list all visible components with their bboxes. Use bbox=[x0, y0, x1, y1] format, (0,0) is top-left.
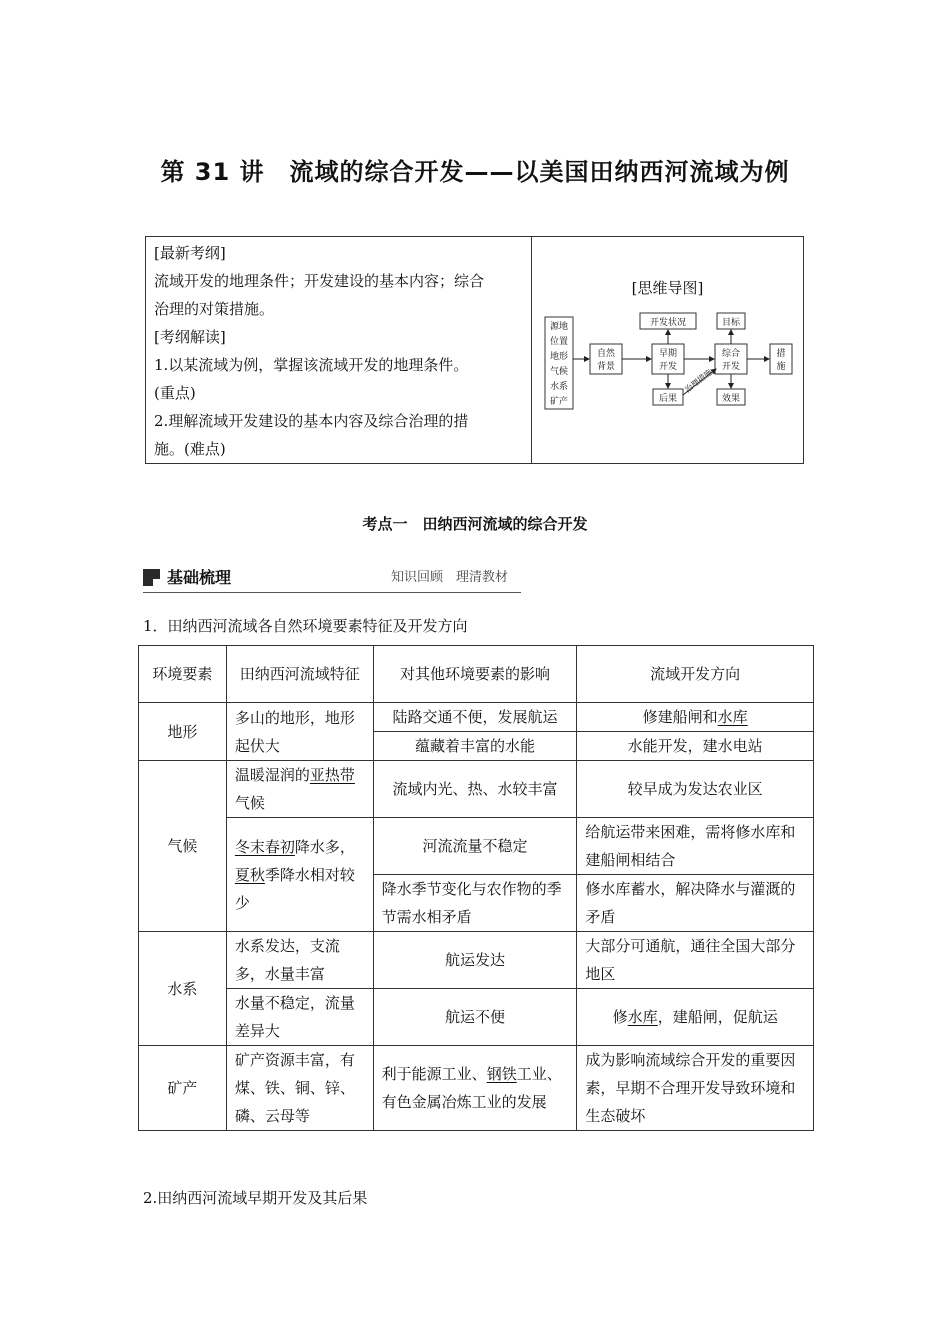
early-dev-label: 早期 bbox=[658, 349, 678, 359]
consequence-label: 后果 bbox=[658, 394, 678, 404]
element-cell: 地形 bbox=[139, 703, 227, 761]
table-row bbox=[139, 703, 814, 732]
direction-text: 修建船闸和 bbox=[642, 708, 718, 726]
keyword-underlined: 夏秋 bbox=[234, 865, 265, 884]
direction-cell: 给航运带来困难，需将修水库和建船闸相结合 bbox=[577, 818, 814, 875]
syllabus-heading: [最新考纲] bbox=[154, 244, 226, 262]
feature-cell: 水系发达，支流多，水量丰富 bbox=[226, 932, 373, 989]
impact-cell: 航运发达 bbox=[373, 932, 577, 989]
impact-cell: 蕴藏着丰富的水能 bbox=[373, 732, 577, 761]
direction-cell: 修水库蓄水，解决降水与灌溉的矛盾 bbox=[577, 875, 814, 932]
measures-label: 措 bbox=[776, 349, 786, 359]
natural-bg-label: 自然 bbox=[596, 349, 616, 359]
comp-dev-label: 开发 bbox=[721, 362, 741, 372]
direction-cell bbox=[577, 703, 814, 732]
feature-text: 季降水相对较少 bbox=[234, 865, 355, 912]
direction-text: ，建船闸，促航运 bbox=[657, 1008, 778, 1026]
impact-text: 利于能源工业、 bbox=[381, 1065, 487, 1083]
factor-label: 气候 bbox=[549, 367, 569, 377]
mindmap-panel bbox=[532, 237, 803, 463]
banner-square-icon bbox=[143, 569, 160, 586]
interpretation-line: (重点) bbox=[154, 384, 196, 402]
factor-label: 位置 bbox=[549, 337, 569, 347]
syllabus-line: 流域开发的地理条件；开发建设的基本内容；综合 bbox=[154, 272, 485, 290]
factor-label: 源地 bbox=[549, 322, 569, 332]
banner-divider bbox=[143, 592, 521, 593]
measures-label: 施 bbox=[776, 362, 786, 372]
syllabus-line: 治理的对策措施。 bbox=[154, 300, 275, 318]
goal-label: 目标 bbox=[721, 318, 741, 328]
table-row bbox=[139, 989, 814, 1046]
banner-title: 基础梳理 bbox=[167, 568, 232, 587]
feature-cell bbox=[226, 761, 373, 818]
feature-text: 温暖湿润的 bbox=[234, 766, 310, 784]
table-header-row bbox=[139, 646, 814, 703]
intro-box bbox=[145, 236, 804, 464]
mindmap-diagram bbox=[532, 237, 803, 463]
environment-table bbox=[138, 645, 814, 1131]
page-title: 第 31 讲 流域的综合开发——以美国田纳西河流域为例 bbox=[160, 158, 790, 186]
keyword-underlined: 冬末春初 bbox=[234, 837, 295, 856]
feature-cell bbox=[226, 818, 373, 932]
impact-cell: 陆路交通不便，发展航运 bbox=[373, 703, 577, 732]
impact-text: 工业、有色金属冶炼工业的发展 bbox=[381, 1065, 562, 1111]
keyword-underlined: 水库 bbox=[717, 708, 748, 726]
direction-text: 修 bbox=[612, 1008, 628, 1026]
direction-cell: 较早成为发达农业区 bbox=[577, 761, 814, 818]
direction-cell: 大部分可通航，通往全国大部分地区 bbox=[577, 932, 814, 989]
feature-text: 气候 bbox=[234, 794, 265, 812]
comp-dev-label: 综合 bbox=[721, 349, 741, 359]
factor-label: 水系 bbox=[549, 382, 569, 392]
element-cell: 矿产 bbox=[139, 1046, 227, 1131]
table-header: 对其他环境要素的影响 bbox=[373, 646, 577, 703]
impact-cell: 流域内光、热、水较丰富 bbox=[373, 761, 577, 818]
syllabus-panel bbox=[146, 237, 532, 463]
subsection-heading: 1．田纳西河流域各自然环境要素特征及开发方向 bbox=[143, 617, 468, 635]
natural-bg-label: 背景 bbox=[596, 362, 616, 372]
dev-status-label: 开发状况 bbox=[649, 318, 687, 328]
interpretation-heading: [考纲解读] bbox=[154, 328, 226, 346]
keyword-underlined: 水库 bbox=[627, 1008, 658, 1026]
banner-subtitle: 知识回顾 理清教材 bbox=[391, 570, 509, 585]
table-row bbox=[139, 818, 814, 875]
table-header: 流域开发方向 bbox=[577, 646, 814, 703]
element-cell: 水系 bbox=[139, 932, 227, 1046]
keyword-underlined: 亚热带 bbox=[309, 766, 355, 784]
feature-cell: 多山的地形，地形起伏大 bbox=[226, 703, 373, 761]
feature-cell: 矿产资源丰富，有煤、铁、铜、锌、磷、云母等 bbox=[226, 1046, 373, 1131]
impact-cell: 降水季节变化与农作物的季节需水相矛盾 bbox=[373, 875, 577, 932]
section-banner bbox=[143, 565, 523, 595]
direction-cell: 成为影响流域综合开发的重要因素，早期不合理开发导致环境和生态破坏 bbox=[577, 1046, 814, 1131]
impact-cell bbox=[373, 1046, 577, 1131]
impact-cell: 航运不便 bbox=[373, 989, 577, 1046]
effect-label: 效果 bbox=[721, 394, 741, 404]
factor-label: 矿产 bbox=[549, 397, 569, 407]
subsection-heading: 2.田纳西河流域早期开发及其后果 bbox=[143, 1189, 368, 1207]
feature-text: 降水多， bbox=[294, 837, 355, 856]
interpretation-line: 2.理解流域开发建设的基本内容及综合治理的措 bbox=[154, 412, 469, 430]
interpretation-line: 1.以某流域为例，掌握该流域开发的地理条件。 bbox=[154, 356, 469, 374]
keyword-underlined: 钢铁 bbox=[486, 1065, 517, 1083]
mindmap-title: [思维导图] bbox=[631, 279, 704, 297]
table-header: 环境要素 bbox=[139, 646, 227, 703]
direction-cell bbox=[577, 989, 814, 1046]
table-row bbox=[139, 1046, 814, 1131]
feature-cell: 水量不稳定，流量差异大 bbox=[226, 989, 373, 1046]
early-dev-label: 开发 bbox=[658, 362, 678, 372]
table-row bbox=[139, 932, 814, 989]
interpretation-line: 施。(难点) bbox=[154, 440, 226, 458]
impact-cell: 河流流量不稳定 bbox=[373, 818, 577, 875]
factor-label: 地形 bbox=[549, 352, 569, 362]
governance-label: 治理措施 bbox=[683, 367, 714, 395]
table-row bbox=[139, 761, 814, 818]
section-heading: 考点一 田纳西河流域的综合开发 bbox=[362, 515, 588, 533]
direction-cell: 水能开发，建水电站 bbox=[577, 732, 814, 761]
table-header: 田纳西河流域特征 bbox=[226, 646, 373, 703]
element-cell: 气候 bbox=[139, 761, 227, 932]
